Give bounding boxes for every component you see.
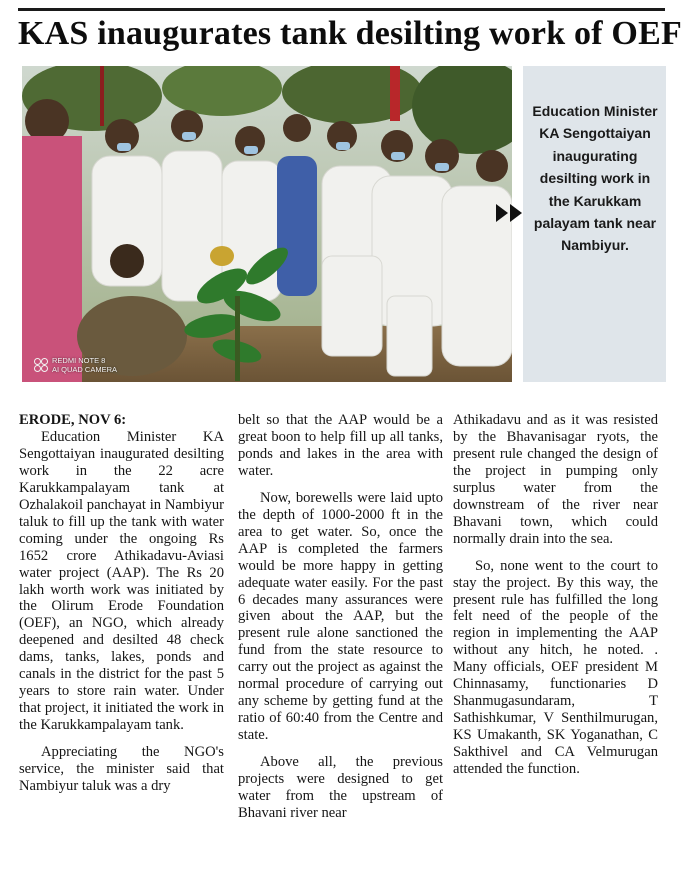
photo-illustration <box>22 66 512 382</box>
headline: KAS inaugurates tank desilting work of OEF <box>18 15 682 52</box>
news-photo <box>22 66 512 382</box>
article-column-1 <box>19 412 224 795</box>
watermark-line-1: REDMI NOTE 8 <box>52 356 106 365</box>
article-paragraph: Now, borewells were laid upto the depth of 1000-2000 ft in the area to get water. So, once the AAP is completed the farmers would be more happy in getting adequate water easily. For the past 6 decades many assurances were given about the AAP, but the present rule alone sanctioned the fund from the state resource to carry out the project as against the normal procedure of carrying out any scheme by getting fund at the ratio of 60:40 from the Centre and state. <box>238 489 443 744</box>
article-body <box>19 412 665 868</box>
article-column-3 <box>453 412 658 778</box>
article-column-2 <box>238 412 443 822</box>
top-rule <box>18 8 665 11</box>
article-paragraph: So, none went to the court to stay the project. By this way, the present rule has fulfilled the long felt need of the people of the region in implementing the AAP without any hitch, he noted. . Many officials, OEF president M Chinnasamy, functionaries D Shanmugasundaram, T Sathishkumar, V Senthilmurugan, KS Umakanth, SK Yoganathan, C Sakthivel and CA Velmurugan attended the function. <box>453 557 658 778</box>
camera-watermark <box>34 356 117 374</box>
article-paragraph: belt so that the AAP would be a great boon to help fill up all tanks, ponds and lakes in the area with water. <box>238 412 443 479</box>
article-paragraph: Above all, the previous projects were designed to get water from the upstream of Bhavani river near <box>238 754 443 821</box>
watermark-line-2: AI QUAD CAMERA <box>52 365 118 374</box>
photo-caption: Education Minister KA Sengottaiyan inaugurating desilting work in the Karukkam palayam tank near Nambiyur. <box>532 103 658 254</box>
article-paragraph: Education Minister KA Sengottaiyan inaugurated desilting work in the 22 acre Karukkampalayam tank at Ozhalakoil panchayat in Nambiyur taluk to fill up the tank with water coming under the ongoing Rs 1652 crore Athikadavu-Aviasi water project (AAP). The Rs 20 lakh worth work was initiated by the Olirum Erode Foundation (OEF), an NGO, which already deepened and desilted 48 check dams, tanks, lakes, ponds and canals in the district for the past 5 years to store rain water. Under that project, it initiated the work in the Karukkampalayam tank. <box>19 428 224 734</box>
article-paragraph: Athikadavu and as it was resisted by the Bhavanisagar ryots, the present rule changed the design of the project in pumping only surplus water from the downstream of the river near Bhavani town, which could normally drain into the sea. <box>453 412 658 547</box>
dateline: ERODE, NOV 6: <box>19 412 127 428</box>
caption-arrow-icon <box>496 204 532 222</box>
camera-watermark-icon <box>34 358 48 372</box>
article-paragraph: Appreciating the NGO's service, the minister said that Nambiyur taluk was a dry <box>19 744 224 795</box>
